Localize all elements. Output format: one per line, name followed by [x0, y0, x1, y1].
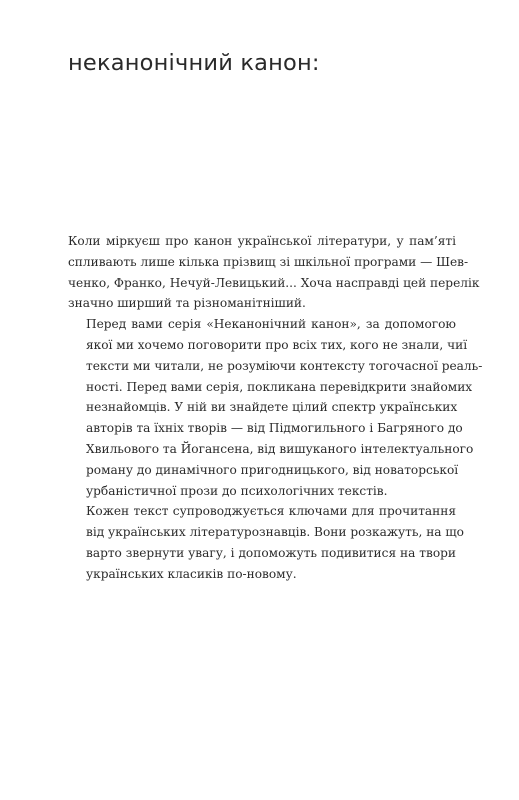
paragraph-1 [68, 231, 480, 314]
text-line: Хвильового та Йогансена, від вишуканого інтелектуального [86, 441, 474, 456]
text-line: авторів та їхніх творів — від Підмогильного і Багряного до [86, 421, 463, 436]
text-line: варто звернути увагу, і допоможуть подивитися на твори [86, 545, 456, 560]
text-line: українських класиків по-новому. [86, 566, 297, 581]
text-line: від українських літературознавців. Вони розкажуть, на що [86, 525, 464, 540]
text-line: тексти ми читали, не розуміючи контексту тогочасної реаль- [86, 358, 483, 373]
body-text [68, 231, 483, 585]
text-line: урбаністичної прози до психологічних текстів. [86, 483, 388, 498]
text-line: ності. Перед вами серія, покликана перевідкрити знайомих [86, 379, 473, 394]
text-line: якої ми хочемо поговорити про всіх тих, кого не знали, чиї [86, 337, 468, 352]
text-line: незнайомців. У ній ви знайдете цілий спектр українських [86, 400, 458, 415]
page-title: неканонічний канон: [68, 50, 320, 76]
paragraph-2 [68, 314, 483, 501]
text-line: Перед вами серія «Неканонічний канон», за допомогою [86, 317, 456, 332]
text-line: значно ширший та різноманітніший. [68, 296, 306, 311]
paragraph-3 [68, 501, 464, 584]
text-line: роману до динамічного пригодницького, від новаторської [86, 462, 459, 477]
text-line: ченко, Франко, Нечуй-Левицький... Хоча насправді цей перелік [68, 275, 480, 290]
text-line: спливають лише кілька прізвищ зі шкільної програми — Шев- [68, 254, 469, 269]
text-line: Коли міркуєш про канон української літератури, у пам’яті [68, 234, 456, 248]
text-line: Кожен текст супроводжується ключами для прочитання [86, 504, 456, 519]
